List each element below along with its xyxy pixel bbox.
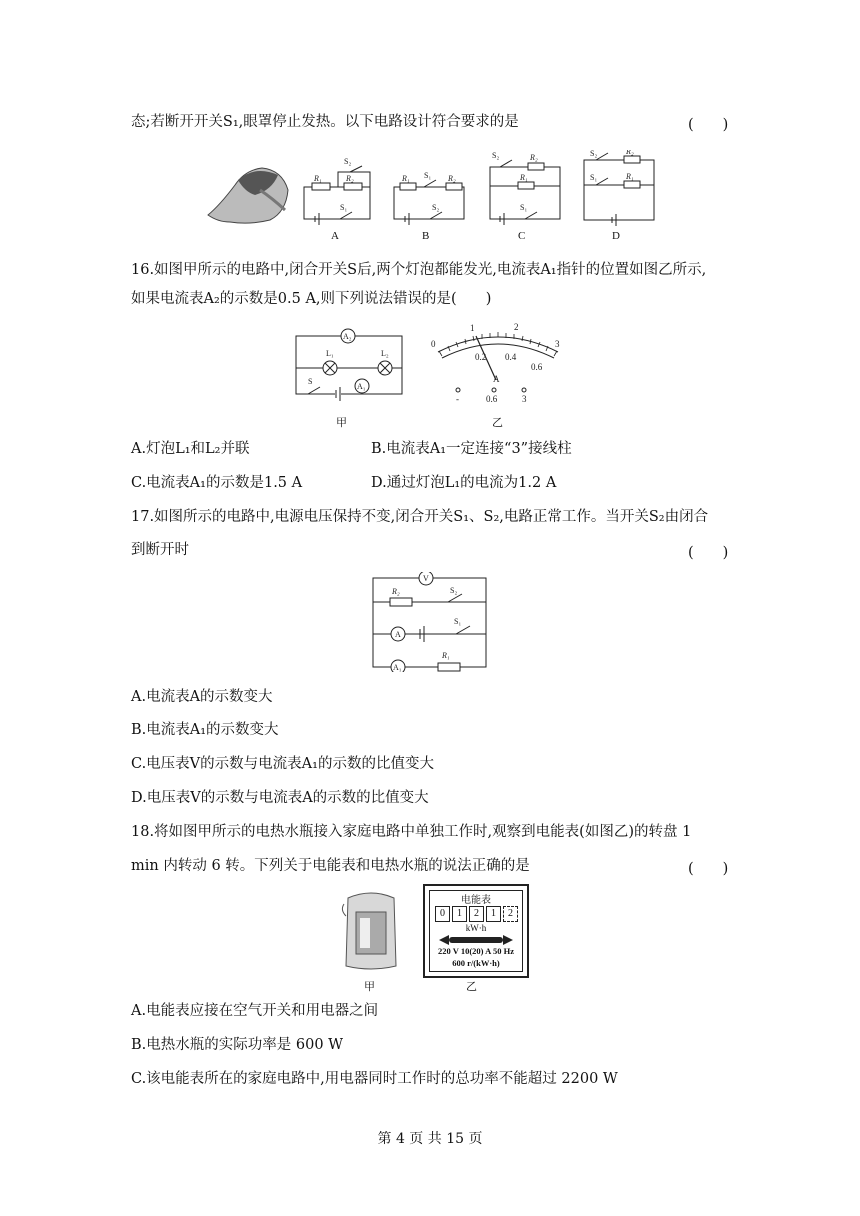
q17-stem-line1: 17.如图所示的电路中,电源电压保持不变,闭合开关S₁、S₂,电路正常工作。当开关S₂由闭合	[131, 509, 709, 525]
q16-choice-a: A.灯泡L₁和L₂并联	[131, 441, 250, 457]
svg-text:R₁: R₁	[402, 174, 410, 183]
svg-text:S₂: S₂	[492, 151, 500, 160]
svg-text:R₁: R₁	[442, 651, 450, 660]
meter-digit: 2	[469, 906, 484, 922]
svg-text:R₁: R₁	[626, 172, 634, 181]
thermos-image	[336, 888, 406, 977]
svg-text:R₁: R₁	[520, 173, 528, 182]
q16-fig-jia-caption: 甲	[336, 417, 347, 429]
q15-figures	[200, 150, 670, 249]
q15-option-a-label: A	[331, 230, 339, 242]
q17-choice-a: A.电流表A的示数变大	[131, 689, 273, 705]
svg-text:R₁: R₁	[314, 174, 322, 183]
q18-stem-line1: 18.将如图甲所示的电热水瓶接入家庭电路中单独工作时,观察到电能表(如图乙)的转盘 1	[131, 824, 692, 840]
svg-text:3: 3	[522, 394, 527, 404]
q15-option-b-label: B	[422, 230, 430, 242]
eye-mask-image	[208, 168, 288, 223]
meter-spec-line2: 600 r/(kW·h)	[452, 958, 500, 968]
svg-text:S₁: S₁	[424, 171, 432, 180]
q17-choice-b: B.电流表A₁的示数变大	[131, 722, 279, 738]
svg-text:R₂: R₂	[346, 174, 354, 183]
q15-text: 态;若断开开关S₁,眼罩停止发热。以下电路设计符合要求的是	[131, 114, 519, 130]
svg-text:R₂: R₂	[448, 174, 456, 183]
q18-answer-paren: ( )	[688, 861, 729, 877]
q17-stem-line2: 到断开时	[131, 542, 189, 558]
q16-choice-b: B.电流表A₁一定连接“3”接线柱	[371, 441, 572, 457]
svg-text:0.4: 0.4	[505, 352, 517, 362]
svg-text:3: 3	[555, 339, 560, 349]
electric-meter	[423, 884, 529, 978]
q16-choice-c: C.电流表A₁的示数是1.5 A	[131, 475, 303, 491]
circuit-option-b	[394, 180, 464, 225]
meter-spec-line1: 220 V 10(20) A 50 Hz	[438, 946, 514, 956]
meter-digits	[435, 906, 518, 922]
svg-text:S₁: S₁	[454, 617, 462, 626]
svg-text:S: S	[308, 377, 313, 386]
q18-stem-line2: min 内转动 6 转。下列关于电能表和电热水瓶的说法正确的是	[131, 858, 530, 874]
svg-text:S₂: S₂	[432, 203, 440, 212]
meter-digit: 1	[486, 906, 501, 922]
meter-title: 电能表	[461, 895, 491, 906]
meter-unit: kW·h	[465, 923, 487, 933]
svg-text:R₂: R₂	[392, 587, 400, 596]
meter-digit: 0	[435, 906, 450, 922]
q18-fig-jia-caption: 甲	[364, 981, 375, 993]
svg-text:S₂: S₂	[450, 586, 458, 595]
svg-text:R₂: R₂	[626, 150, 634, 156]
q16-ammeter-yi	[428, 322, 568, 416]
q17-circuit	[368, 572, 493, 676]
svg-text:A: A	[493, 374, 500, 384]
meter-digit: 1	[452, 906, 467, 922]
q17-choice-c: C.电压表V的示数与电流表A₁的示数的比值变大	[131, 756, 434, 772]
svg-text:0.6: 0.6	[486, 394, 498, 404]
q16-stem-line1: 16.如图甲所示的电路中,闭合开关S后,两个灯泡都能发光,电流表A₁指针的位置如图乙所示,	[131, 262, 707, 278]
q17-answer-paren: ( )	[688, 545, 729, 561]
meter-digit-decimal: 2	[503, 906, 518, 922]
svg-text:S₁: S₁	[340, 203, 348, 212]
svg-text:A₁: A₁	[393, 663, 402, 672]
svg-text:R₂: R₂	[530, 153, 538, 162]
svg-text:L₂: L₂	[381, 349, 389, 358]
q18-fig-yi-caption: 乙	[466, 981, 477, 993]
q15-option-c-label: C	[518, 230, 526, 242]
svg-text:0.6: 0.6	[531, 362, 543, 372]
svg-text:0: 0	[431, 339, 436, 349]
q16-choice-d: D.通过灯泡L₁的电流为1.2 A	[371, 475, 557, 491]
q16-stem-line2: 如果电流表A₂的示数是0.5 A,则下列说法错误的是( )	[131, 291, 492, 307]
svg-text:S₁: S₁	[520, 203, 528, 212]
q18-choice-c: C.该电能表所在的家庭电路中,用电器同时工作时的总功率不能超过 2200 W	[131, 1071, 618, 1087]
svg-text:A₁: A₁	[357, 382, 366, 391]
page-footer: 第 4 页 共 15 页	[377, 1131, 483, 1147]
svg-text:S₂: S₂	[590, 150, 598, 158]
q17-choice-d: D.电压表V的示数与电流表A的示数的比值变大	[131, 790, 429, 806]
svg-text:L₁: L₁	[326, 349, 334, 358]
svg-text:S₁: S₁	[590, 173, 598, 182]
q18-choice-b: B.电热水瓶的实际功率是 600 W	[131, 1037, 344, 1053]
q15-option-d-label: D	[612, 230, 620, 242]
svg-text:0.2: 0.2	[475, 352, 487, 362]
circuit-option-d	[584, 153, 654, 226]
q18-choice-a: A.电能表应接在空气开关和用电器之间	[131, 1003, 379, 1019]
svg-text:A: A	[395, 630, 401, 639]
svg-text:V: V	[423, 574, 429, 583]
q16-fig-yi-caption: 乙	[492, 417, 503, 429]
svg-text:A₂: A₂	[343, 332, 352, 341]
circuit-option-c	[490, 160, 560, 225]
svg-text:2: 2	[514, 322, 519, 332]
svg-text:-: -	[456, 394, 459, 404]
svg-text:1: 1	[470, 323, 475, 333]
svg-text:S₂: S₂	[344, 157, 352, 166]
q15-answer-paren: ( )	[688, 117, 729, 133]
q16-circuit-jia	[290, 322, 420, 421]
meter-disc-arrow-icon	[439, 935, 513, 945]
